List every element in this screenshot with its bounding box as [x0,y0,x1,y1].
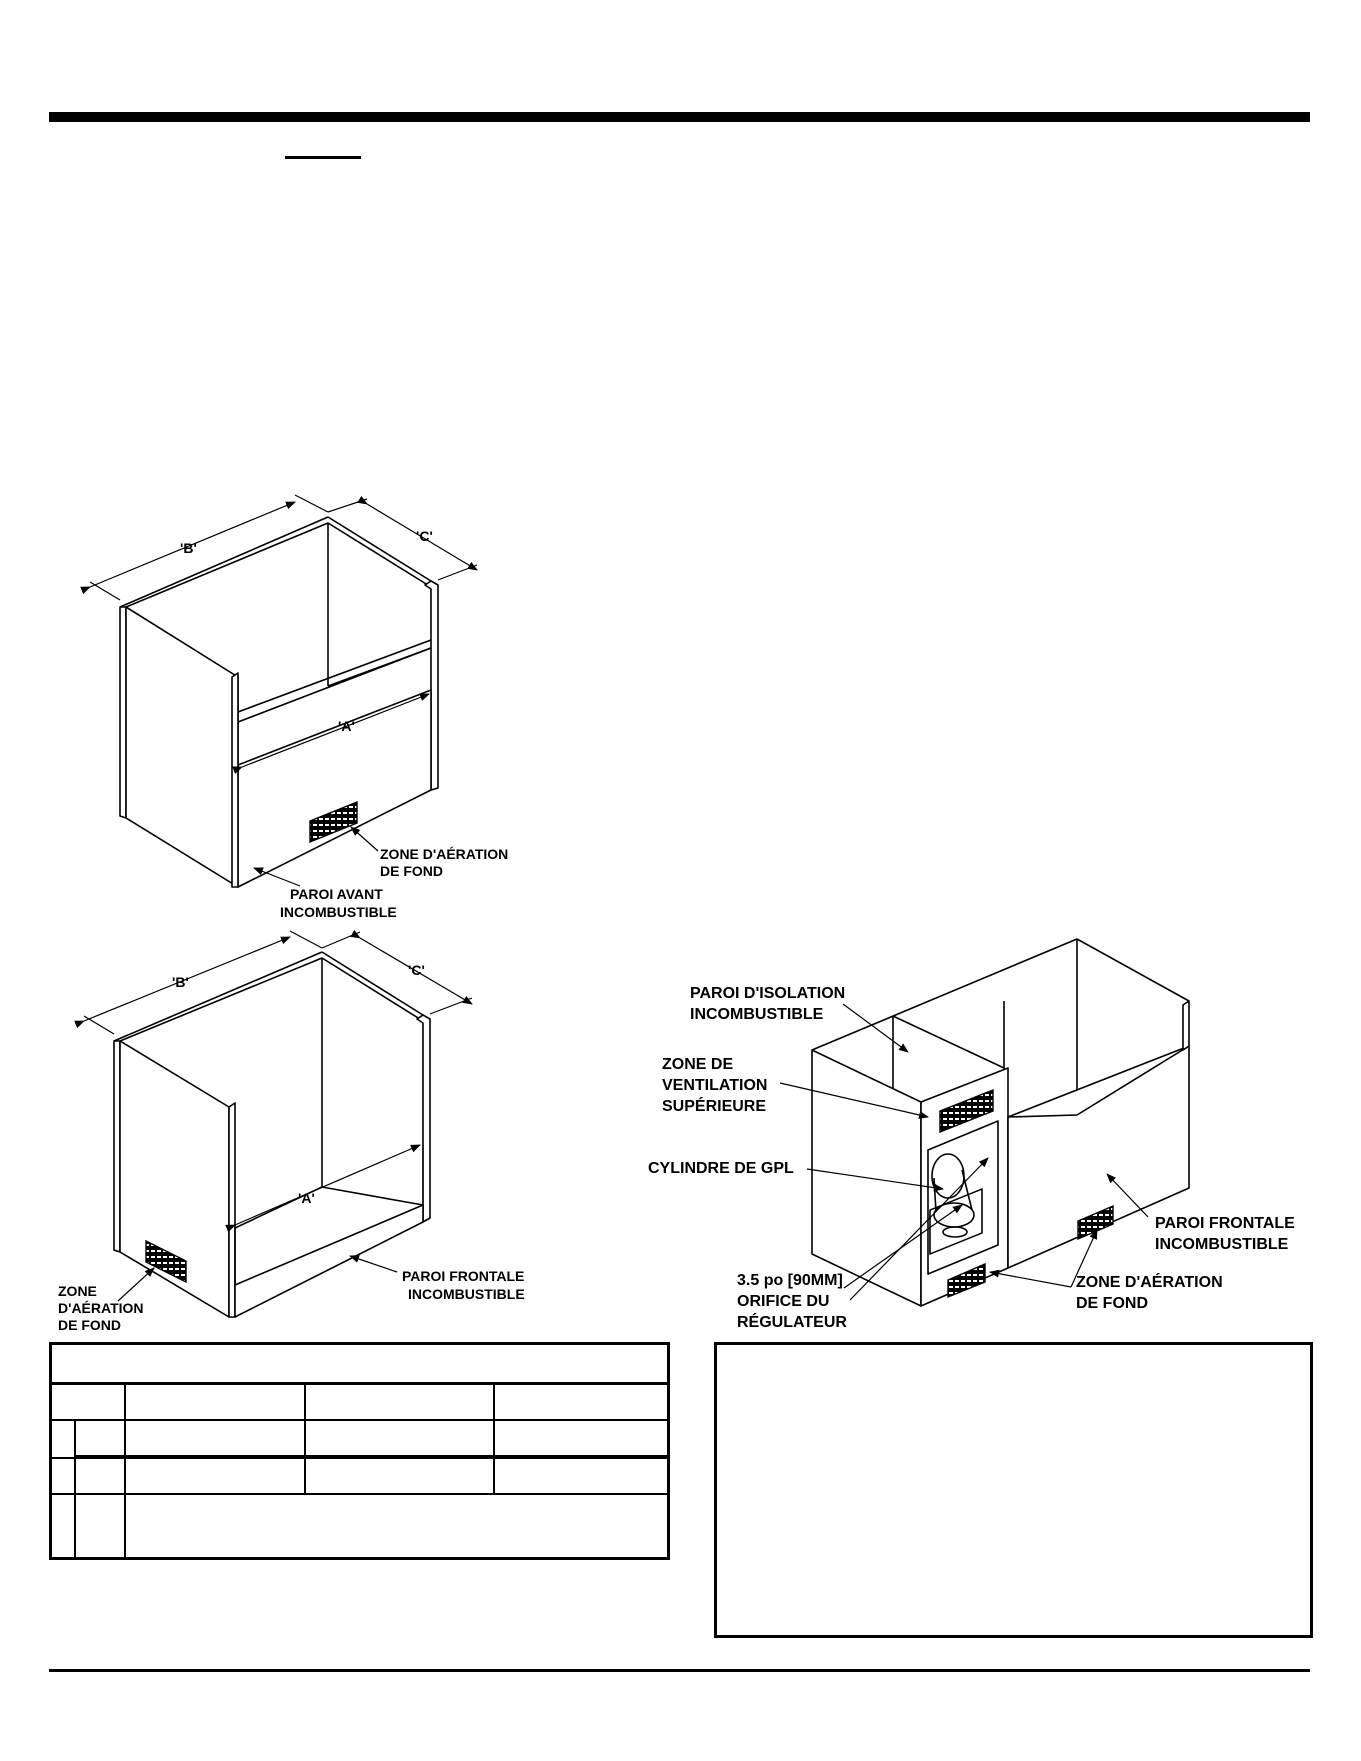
figure-right-orifice-label-2: ORIFICE DU [737,1293,830,1310]
figure-top-label-a: 'A' [338,718,355,734]
table-row [52,1457,667,1495]
figure-right-island [812,939,1189,1306]
figure-right-top-vent-label-2: VENTILATION [662,1077,768,1094]
figure-top-label-c: 'C' [416,528,433,544]
figure-bottom-left-vent-label-1: ZONE [58,1283,97,1299]
figure-right-bottom-vent-label-1: ZONE D'AÉRATION [1076,1274,1223,1291]
bottom-rule [49,1669,1310,1672]
figure-bottom-left-label-c: 'C' [408,962,425,978]
table-column-divider [74,1421,76,1557]
figure-bottom-left-vent-label-2: D'AÉRATION [58,1300,144,1316]
figure-right-isolation-label-2: INCOMBUSTIBLE [690,1006,824,1023]
table-column-divider [124,1385,126,1557]
figure-right-top-vent-label-3: SUPÉRIEURE [662,1098,767,1115]
figure-bottom-left-wall-label-2: INCOMBUSTIBLE [408,1286,525,1302]
table-row [52,1385,667,1421]
figure-right-cylinder-label: CYLINDRE DE GPL [648,1160,794,1177]
dimensions-table [49,1342,670,1560]
figure-bottom-left-label-a: 'A' [298,1190,315,1206]
figure-top-vent-label-1: ZONE D'AÉRATION [380,846,509,862]
figure-bottom-left-label-b: 'B' [172,974,189,990]
figure-top-cabinet [120,517,438,887]
table-column-divider [493,1385,495,1493]
figure-right-orifice-label-3: RÉGULATEUR [737,1314,847,1331]
figure-top-label-b: 'B' [180,540,197,556]
figure-right-front-wall-label-1: PAROI FRONTALE [1155,1215,1295,1232]
figure-top-wall-label-1: PAROI AVANT [290,886,383,902]
table-column-divider [304,1385,306,1493]
figure-bottom-left-wall-label-1: PAROI FRONTALE [402,1268,525,1284]
table-row [74,1421,667,1457]
figure-right-bottom-vent-label-2: DE FOND [1076,1295,1148,1312]
figure-bottom-left-vent-label-3: DE FOND [58,1317,121,1333]
figure-right-isolation-label-1: PAROI D'ISOLATION [690,985,846,1002]
note-box [714,1342,1313,1638]
figure-top-vent-label-2: DE FOND [380,863,443,879]
figure-right-orifice-label-1: 3.5 po [90MM] [737,1272,843,1289]
table-header-row [52,1345,667,1385]
figure-top-wall-label-2: INCOMBUSTIBLE [280,904,397,920]
figure-right-top-vent-label-1: ZONE DE [662,1056,734,1073]
figure-right-front-wall-label-2: INCOMBUSTIBLE [1155,1236,1289,1253]
